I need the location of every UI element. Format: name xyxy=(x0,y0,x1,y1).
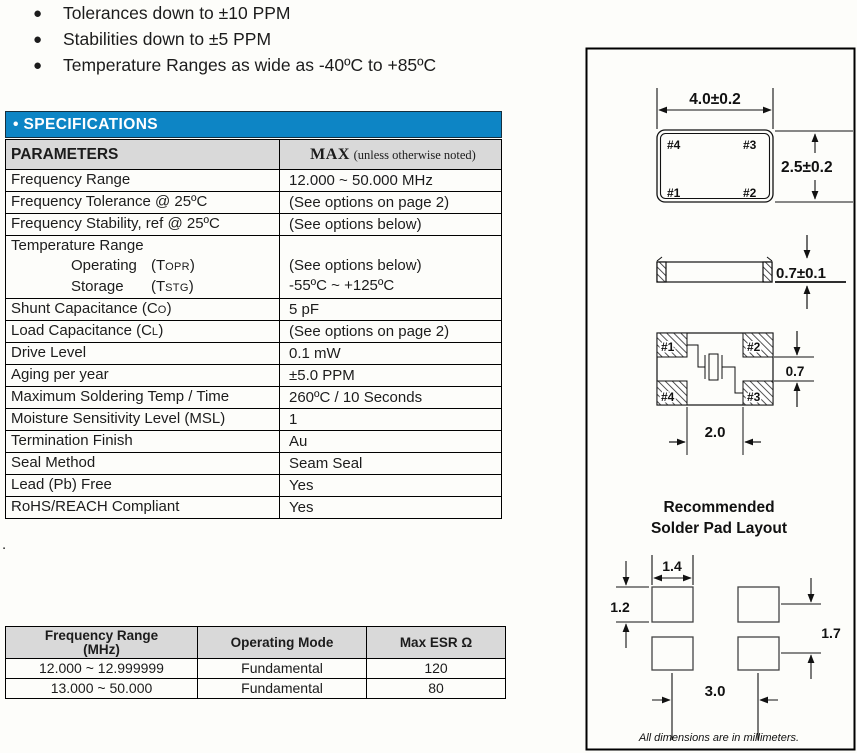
pin-label: #4 xyxy=(661,390,675,404)
solder-pad-layout xyxy=(652,587,779,670)
pad-layout-title-line2: Solder Pad Layout xyxy=(650,520,788,537)
pad-layout-title-line1: Recommended xyxy=(663,499,775,516)
bullet-item xyxy=(28,27,436,53)
stray-period: . xyxy=(2,536,7,553)
pin-label: #2 xyxy=(743,186,757,200)
param-label: Frequency Tolerance @ 25ºC xyxy=(11,193,208,210)
table-row xyxy=(6,192,502,214)
dim-pad-width: 1.4 xyxy=(662,558,682,574)
param-label: Lead (Pb) Free xyxy=(11,476,112,493)
specifications-table xyxy=(5,139,502,519)
dim-body-width: 4.0±0.2 xyxy=(689,91,741,108)
esr-mode: Fundamental xyxy=(198,659,367,679)
esr-header-row xyxy=(6,627,506,659)
pin-label: #4 xyxy=(667,138,681,152)
param-value: Seam Seal xyxy=(280,453,502,475)
parameters-header: PARAMETERS xyxy=(6,140,280,170)
esr-col-frequency-range: Frequency Range (MHz) xyxy=(6,627,198,659)
param-label: Termination Finish xyxy=(11,432,133,449)
table-row xyxy=(6,497,502,519)
param-label: Load Capacitance (C xyxy=(11,322,152,339)
dim-pad-gap: 0.7 xyxy=(785,364,805,379)
table-row xyxy=(6,387,502,409)
temperature-range-row: Temperature Range Operating (TOPR) Storage (TSTG) (See options below) -55ºC ~ +125ºC xyxy=(6,236,502,299)
dim-body-height: 2.5±0.2 xyxy=(781,159,833,176)
param-value: Yes xyxy=(280,497,502,519)
bullet-icon: ● xyxy=(33,31,43,48)
param-label: Drive Level xyxy=(11,344,87,361)
esr-col-operating-mode: Operating Mode xyxy=(198,627,367,659)
esr-value: 80 xyxy=(367,679,506,699)
bullet-item xyxy=(28,53,436,79)
panel-border xyxy=(587,49,855,750)
table-row xyxy=(6,659,506,679)
dim-col-pitch: 3.0 xyxy=(704,683,726,700)
param-value: 12.000 ~ 50.000 MHz xyxy=(280,170,502,192)
esr-table xyxy=(5,626,506,699)
dim-pad-pitch: 2.0 xyxy=(704,424,726,441)
param-value: 1 xyxy=(280,409,502,431)
param-label: Seal Method xyxy=(11,454,96,471)
specifications-section xyxy=(5,111,502,519)
pad-layout-dimensions xyxy=(616,555,821,740)
param-value: (See options below) xyxy=(289,257,422,274)
pin-label: #1 xyxy=(667,186,681,200)
table-row xyxy=(6,343,502,365)
table-row xyxy=(6,365,502,387)
table-row xyxy=(6,214,502,236)
spec-header-row xyxy=(6,140,502,170)
pin-label: #2 xyxy=(747,340,761,354)
dimensions-note: All dimensions are in millimeters. xyxy=(638,732,800,744)
esr-col-max-esr: Max ESR Ω xyxy=(367,627,506,659)
bullet-text: Stabilities down to ±5 PPM xyxy=(63,29,272,49)
param-label: Temperature Range xyxy=(11,237,144,254)
param-label: Frequency Range xyxy=(11,171,131,188)
param-value: (See options on page 2) xyxy=(280,321,502,343)
pin-label: #3 xyxy=(743,138,757,152)
dim-row-pitch: 1.7 xyxy=(821,625,841,641)
bullet-text: Tolerances down to ±10 PPM xyxy=(63,3,291,23)
param-value: ±5.0 PPM xyxy=(280,365,502,387)
param-value: 260ºC / 10 Seconds xyxy=(280,387,502,409)
table-row: Shunt Capacitance (CO) 5 pF xyxy=(6,299,502,321)
esr-value: 120 xyxy=(367,659,506,679)
feature-bullets xyxy=(28,1,436,79)
specifications-header: • SPECIFICATIONS xyxy=(5,111,502,138)
param-value: 0.1 mW xyxy=(280,343,502,365)
dim-pad-height: 1.2 xyxy=(610,599,630,615)
esr-mode: Fundamental xyxy=(198,679,367,699)
param-value: (See options on page 2) xyxy=(280,192,502,214)
param-label: Shunt Capacitance (C xyxy=(11,300,158,317)
pin-label: #3 xyxy=(747,390,761,404)
param-value: -55ºC ~ +125ºC xyxy=(289,277,395,294)
esr-frequency: 13.000 ~ 50.000 xyxy=(6,679,198,699)
package-bottom-view xyxy=(657,331,814,455)
param-value: (See options below) xyxy=(280,214,502,236)
bullet-icon: ● xyxy=(33,5,43,22)
package-drawing-panel xyxy=(585,47,856,751)
param-label: Moisture Sensitivity Level (MSL) xyxy=(11,410,226,427)
param-label: Frequency Stability, ref @ 25ºC xyxy=(11,215,220,232)
param-label: Aging per year xyxy=(11,366,109,383)
table-row xyxy=(6,475,502,497)
bullet-item xyxy=(28,1,436,27)
esr-frequency: 12.000 ~ 12.999999 xyxy=(6,659,198,679)
crystal-symbol xyxy=(687,345,743,393)
bullet-text: Temperature Ranges as wide as -40ºC to +85ºC xyxy=(63,55,437,75)
table-row xyxy=(6,453,502,475)
table-row xyxy=(6,431,502,453)
bullet-icon: ● xyxy=(33,57,43,74)
table-row xyxy=(6,409,502,431)
pin-label: #1 xyxy=(661,340,675,354)
max-header: MAX (unless otherwise noted) xyxy=(280,140,502,170)
param-label: Maximum Soldering Temp / Time xyxy=(11,388,230,405)
table-row: Load Capacitance (CL) (See options on page 2) xyxy=(6,321,502,343)
table-row xyxy=(6,679,506,699)
table-row xyxy=(6,170,502,192)
param-label: RoHS/REACH Compliant xyxy=(11,498,180,515)
dim-thickness: 0.7±0.1 xyxy=(776,265,826,282)
param-value: 5 pF xyxy=(280,299,502,321)
param-value: Au xyxy=(280,431,502,453)
param-value: Yes xyxy=(280,475,502,497)
